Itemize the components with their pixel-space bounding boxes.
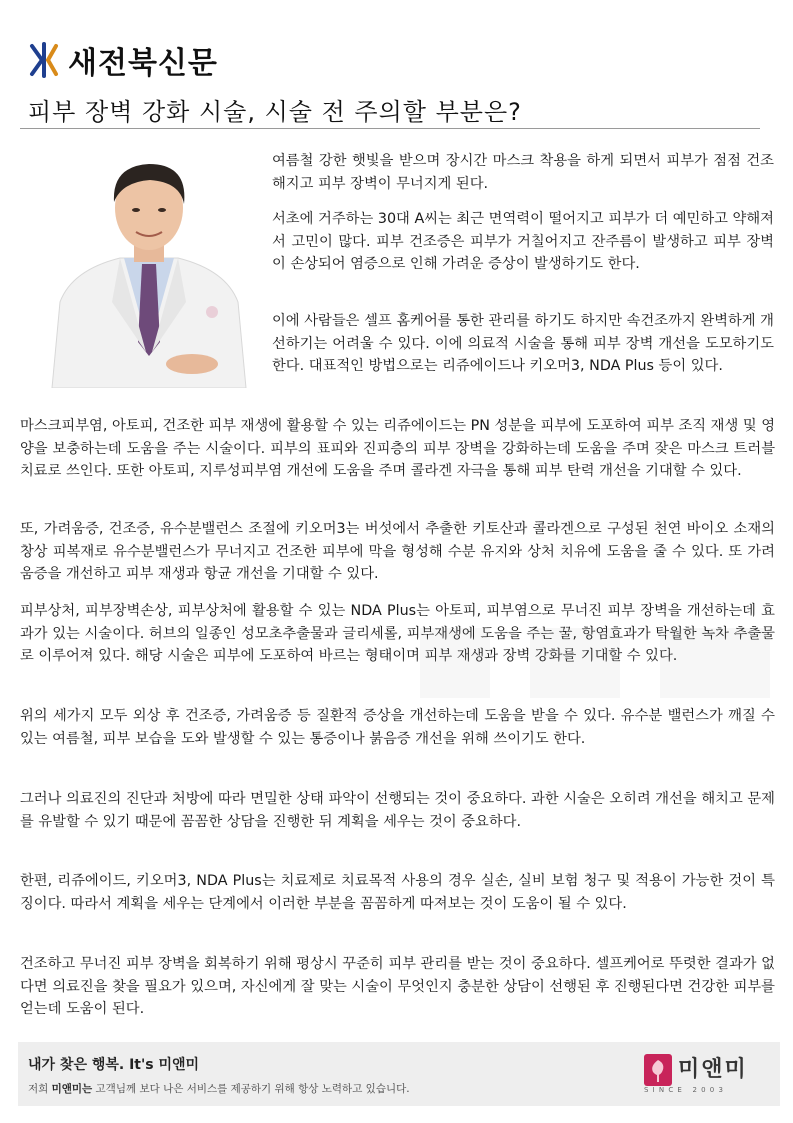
clinic-brand-name: 미앤미 [678, 1057, 748, 1082]
article-paragraph-3: 이에 사람들은 셀프 홈케어를 통한 관리를 하기도 하지만 속건조까지 완벽하게 개선하기는 어려울 수 있다. 이에 의료적 시술을 통해 피부 장벽 개선을 도모하기도 한다. 대표적인 방법으로는 리쥬에이드나 키오머3, NDA Plus 등이 있다. [272, 313, 774, 374]
newspaper-logo[interactable] [28, 38, 218, 82]
doctor-portrait [42, 152, 256, 388]
article-paragraph-1: 여름철 강한 햇빛을 받으며 장시간 마스크 착용을 하게 되면서 피부가 점점 건조해지고 피부 장벽이 무너지게 된다. [272, 153, 774, 192]
footer-note-prefix: 저희 [28, 1083, 52, 1095]
newspaper-logo-text: 새전북신문 [68, 46, 218, 81]
footer-slogan: 내가 찾은 행복. It's 미앤미 [28, 1057, 200, 1073]
footer-note [28, 1081, 410, 1096]
clinic-brand-since: SINCE 2003 [644, 1086, 728, 1094]
article-title: 피부 장벽 강화 시술, 시술 전 주의할 부분은? [28, 98, 522, 126]
article-paragraph-4: 마스크피부염, 아토피, 건조한 피부 재생에 활용할 수 있는 리쥬에이드는 PN 성분을 피부에 도포하여 피부 조직 재생 및 영양을 보충하는데 도움을 주는 시술이다. 피부의 표피와 진피층의 피부 장벽을 강화하는데 도움을 주며 잦은 마스크 트러블 치료로 쓰인다. 또한 아토피, 지루성피부염 개선에 도움을 주며 콜라겐 자극을 통해 피부 탄력 개선을 기대할 수 있다. [20, 418, 775, 479]
clinic-brand-logo[interactable] [644, 1048, 764, 1100]
footer-note-rest: 고객님께 보다 나은 서비스를 제공하기 위해 항상 노력하고 있습니다. [92, 1083, 410, 1095]
article-paragraph-7: 위의 세가지 모두 외상 후 건조증, 가려움증 등 질환적 증상을 개선하는데 도움을 받을 수 있다. 유수분 밸런스가 깨질 수 있는 여름철, 피부 보습을 도와 발생할 수 있는 통증이나 붉음증 개선을 위해 쓰이기도 한다. [20, 708, 775, 747]
article-paragraph-5: 또, 가려움증, 건조증, 유수분밸런스 조절에 키오머3는 버섯에서 추출한 키토산과 콜라겐으로 구성된 천연 바이오 소재의 창상 피복재로 유수분밸런스가 무너지고 건조한 피부에 막을 형성해 수분 유지와 상처 치유에 도움을 줄 수 있다. 또 가려움증을 개선하고 피부 재생과 항균 개선을 기대할 수 있다. [20, 521, 775, 582]
title-divider [20, 128, 760, 129]
article-paragraph-8: 그러나 의료진의 진단과 처방에 따라 면밀한 상태 파악이 선행되는 것이 중요하다. 과한 시술은 오히려 개선을 해치고 문제를 유발할 수 있기 때문에 꼼꼼한 상담을 진행한 뒤 계획을 세우는 것이 중요하다. [20, 791, 775, 830]
newspaper-logo-icon [28, 40, 60, 80]
watermark-graphic [420, 618, 780, 708]
footer-banner [18, 1042, 780, 1106]
article-paragraph-2: 서초에 거주하는 30대 A씨는 최근 면역력이 떨어지고 피부가 더 예민하고 약해져서 고민이 많다. 피부 건조증은 피부가 거칠어지고 잔주름이 발생하고 피부 장벽이 손상되어 염증으로 인해 가려운 증상이 발생하기도 한다. [272, 211, 774, 272]
article-paragraph-9: 한편, 리쥬에이드, 키오머3, NDA Plus는 치료제로 치료목적 사용의 경우 실손, 실비 보험 청구 및 적용이 가능한 것이 특징이다. 따라서 계획을 세우는 단계에서 이러한 부분을 꼼꼼하게 따져보는 것이 도움이 될 수 있다. [20, 873, 775, 912]
article-paragraph-10: 건조하고 무너진 피부 장벽을 회복하기 위해 평상시 꾸준히 피부 관리를 받는 것이 중요하다. 셀프케어로 뚜렷한 결과가 없다면 의료진을 찾을 필요가 있으며, 자신에게 잘 맞는 시술이 무엇인지 충분한 상담이 선행된 후 진행된다면 건강한 피부를 얻는데 도움이 된다. [20, 956, 775, 1017]
footer-note-brand: 미앤미는 [51, 1083, 93, 1095]
article-paragraph-6: 피부상처, 피부장벽손상, 피부상처에 활용할 수 있는 NDA Plus는 아토피, 피부염으로 무너진 피부 장벽을 개선하는데 효과가 있는 시술이다. 허브의 일종인 성모초추출물과 글리세롤, 피부재생에 도움을 주는 꿀, 항염효과가 탁월한 녹차 추출물로 이루어져 있다. 해당 시술은 피부에 도포하여 바르는 형태이며 피부 재생과 장벽 강화를 기대할 수 있다. [20, 603, 775, 664]
rose-logo-icon [644, 1054, 672, 1086]
